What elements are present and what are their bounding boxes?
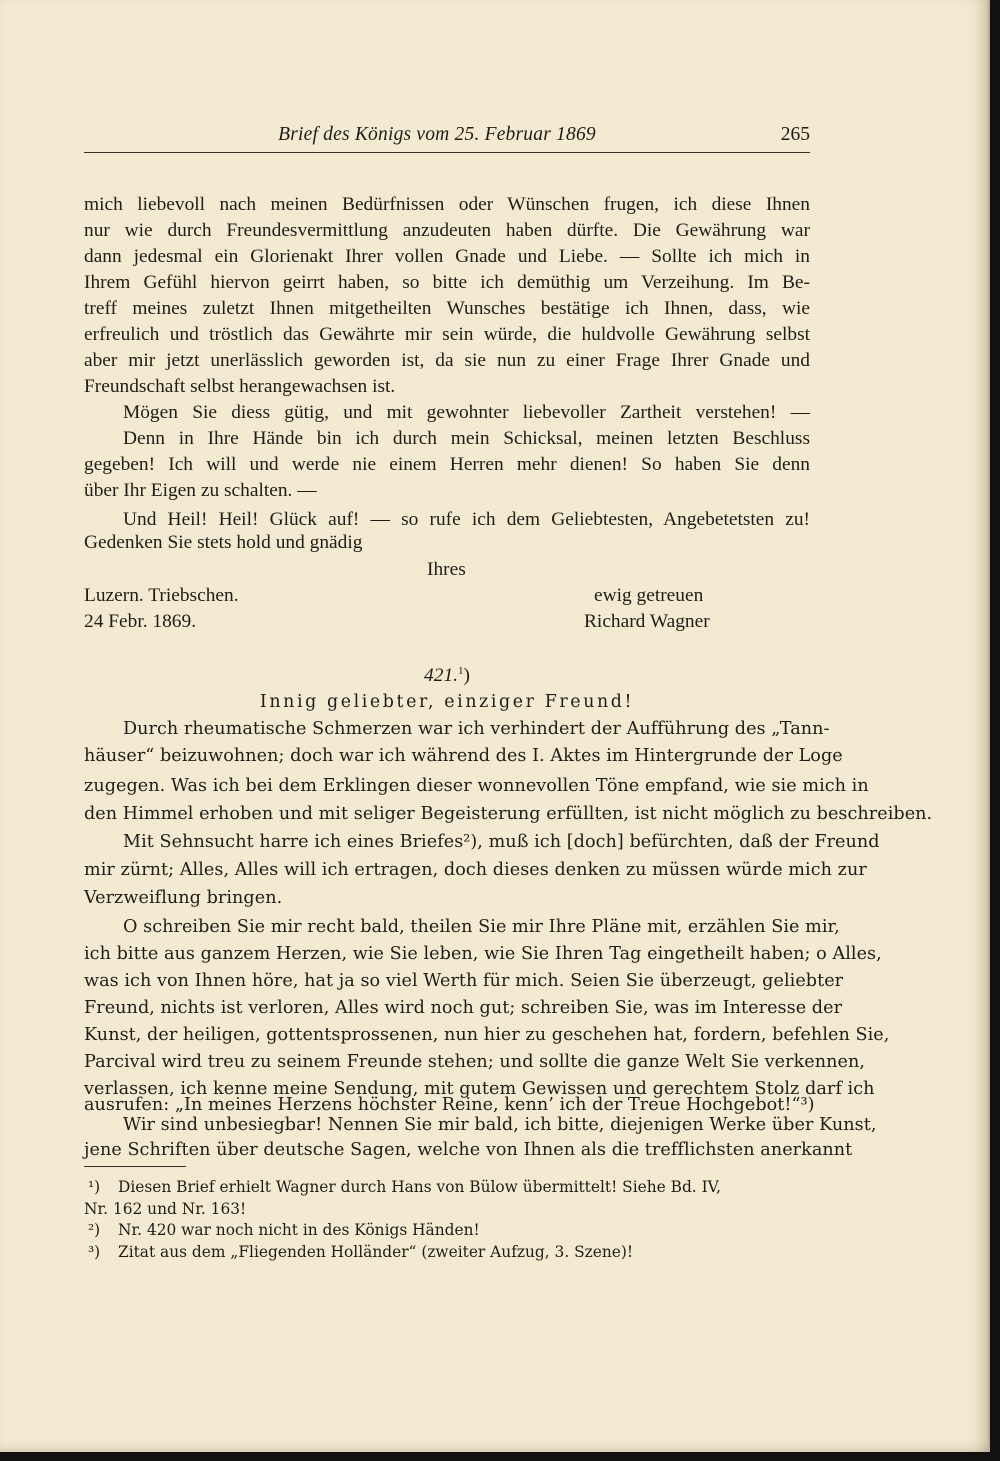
letter-number-value: 421. [424, 665, 458, 686]
footnote-text: Diesen Brief erhielt Wagner durch Hans von Bülow übermittelt! Siehe Bd. IV, [118, 1178, 721, 1196]
text-line: zugegen. Was ich bei dem Erklingen dieser wonnevollen Töne empfand, wie sie mich in [84, 776, 869, 796]
text-line: den Himmel erhoben und mit seliger Begeisterung erfüllten, ist nicht möglich zu beschreiben. [84, 804, 933, 824]
text-line: Mit Sehnsucht harre ich eines Briefes²), muß ich [doch] befürchten, daß der Freund [123, 832, 880, 852]
page-number: 265 [780, 124, 810, 145]
text-line: Wir sind unbesiegbar! Nennen Sie mir bald, ich bitte, diejenigen Werke über Kunst, [123, 1115, 877, 1135]
signature: Richard Wagner [584, 611, 710, 632]
salutation: Innig geliebter, einziger Freund! [259, 692, 635, 712]
text-line: Gedenken Sie stets hold und gnädig [84, 532, 363, 553]
footnote-text: Zitat aus dem „Fliegenden Holländer“ (zweiter Aufzug, 3. Szene)! [118, 1243, 634, 1261]
text-line: ich bitte aus ganzem Herzen, wie Sie leben, wie Sie Ihren Tag eingetheilt haben; o Alles, [84, 944, 882, 964]
text-line: nur wie durch Freundesvermittlung anzudeuten haben dürfte. Die Gewährung war [84, 220, 810, 241]
running-title: Brief des Königs vom 25. Februar 1869 [278, 124, 596, 145]
text-line: gegeben! Ich will und werde nie einem Herren mehr dienen! So haben Sie denn [84, 454, 810, 475]
footnote-mark: ²) [88, 1221, 101, 1239]
footnote-1-cont [84, 1198, 810, 1220]
closing-getreuen: ewig getreuen [594, 585, 704, 606]
footnote-text: Nr. 420 war noch nicht in des Königs Händen! [118, 1221, 480, 1239]
footnote-text: Nr. 162 und Nr. 163! [84, 1200, 247, 1218]
text-line: häuser“ beizuwohnen; doch war ich während des I. Aktes im Hintergrunde der Loge [84, 746, 843, 766]
place-line: Luzern. Triebschen. [84, 585, 239, 606]
text-line: O schreiben Sie mir recht bald, theilen Sie mir Ihre Pläne mit, erzählen Sie mir, [123, 917, 840, 937]
text-line: was ich von Ihnen höre, hat ja so viel Werth für mich. Seien Sie überzeugt, geliebter [84, 971, 844, 991]
text-line: Mögen Sie diess gütig, und mit gewohnter liebevoller Zartheit verstehen! — [123, 402, 810, 423]
text-line: verlassen, ich kenne meine Sendung, mit gutem Gewissen und gerechtem Stolz darf ich [84, 1079, 875, 1099]
text-line: Parcival wird treu zu seinem Freunde stehen; und sollte die ganze Welt Sie verkennen, [84, 1052, 866, 1072]
text-line: Ihrem Gefühl hiervon geirrt haben, so bitte ich demüthig um Verzeihung. Im Be- [84, 272, 810, 293]
footnote-1 [84, 1176, 810, 1198]
text-line: ausrufen: „In meines Herzens höchster Reine, kenn’ ich der Treue Hochgebot!“³) [84, 1095, 815, 1115]
footnote-3 [84, 1241, 810, 1263]
text-line: Durch rheumatische Schmerzen war ich verhindert der Aufführung des „Tann- [123, 719, 830, 739]
text-line: mich liebevoll nach meinen Bedürfnissen oder Wünschen frugen, ich diese Ihnen [84, 194, 810, 215]
text-line: aber mir jetzt unerlässlich geworden ist, da sie nun zu einer Frage Ihrer Gnade und [84, 350, 810, 371]
footnote-rule [84, 1166, 186, 1167]
text-line: Verzweiflung bringen. [84, 888, 283, 908]
footnote-2 [84, 1219, 810, 1241]
text-line: jene Schriften über deutsche Sagen, welche von Ihnen als die trefflichsten anerkannt [84, 1140, 853, 1160]
text-line: treff meines zuletzt Ihnen mitgetheilten Wunsches bestätige ich Ihnen, dass, wie [84, 298, 810, 319]
footnote-mark: ¹) [88, 1178, 101, 1196]
footnote-ref: 1 [457, 665, 464, 677]
text-line: Und Heil! Heil! Glück auf! — so rufe ich dem Geliebtesten, Angebetetsten zu! [123, 509, 810, 530]
text-line: mir zürnt; Alles, Alles will ich ertragen, doch dieses denken zu müssen würde mich zur [84, 860, 867, 880]
text-line: Freundschaft selbst herangewachsen ist. [84, 376, 396, 397]
footnote-mark: ³) [88, 1243, 101, 1261]
text-line: Denn in Ihre Hände bin ich durch mein Schicksal, meinen letzten Beschluss [123, 428, 810, 449]
letter-number: 421.$^1$) [424, 665, 470, 686]
text-line: dann jedesmal ein Glorienakt Ihrer vollen Gnade und Liebe. — Sollte ich mich in [84, 246, 810, 267]
text-line: erfreulich und tröstlich das Gewährte mir sein würde, die huldvolle Gewährung selbst [84, 324, 810, 345]
text-line: Kunst, der heiligen, gottentsprossenen, nun hier zu geschehen hat, fordern, befehlen Sie, [84, 1025, 890, 1045]
text-line: Freund, nichts ist verloren, Alles wird noch gut; schreiben Sie, was im Interesse der [84, 998, 843, 1018]
closing-ihres: Ihres [427, 559, 466, 580]
running-header [84, 124, 810, 153]
text-line: über Ihr Eigen zu schalten. — [84, 480, 317, 501]
date-line: 24 Febr. 1869. [84, 611, 197, 632]
